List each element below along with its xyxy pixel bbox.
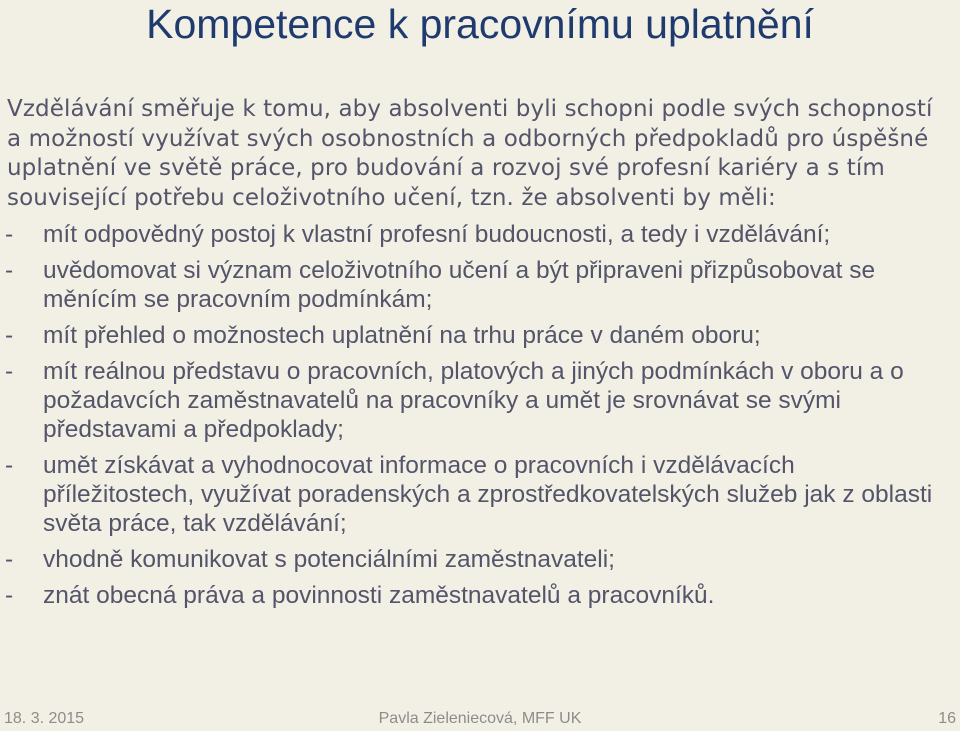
dash-marker: - (5, 452, 14, 479)
dash-marker: - (5, 358, 14, 385)
footer-author: Pavla Zieleniecová, MFF UK (378, 710, 582, 727)
dash-marker: - (5, 546, 14, 573)
list-item-text: umět získávat a vyhodnocovat informace o pracovních i vzdělávacích příležitostech, využívat poradenských a zprostředkovatelských služeb jak z oblasti světa práce, tak vzdělávání; (43, 452, 933, 537)
list-item (0, 220, 948, 249)
list-item-text: mít reálnou představu o pracovních, platových a jiných podmínkách v oboru a o požadavcích zaměstnavatelů na pracovníky a umět je srovnávat se svými představami a předpoklady; (43, 358, 904, 443)
list-item (0, 256, 948, 314)
list-item (0, 545, 948, 574)
dash-marker: - (5, 322, 14, 349)
footer-date: 18. 3. 2015 (4, 710, 85, 727)
list-item-text: vhodně komunikovat s potenciálními zaměstnavateli; (43, 546, 615, 573)
list-item (0, 357, 948, 444)
competence-list (0, 220, 950, 610)
list-item (0, 321, 948, 350)
list-item (0, 451, 948, 538)
slide-title: Kompetence k pracovnímu uplatnění (146, 1, 814, 47)
intro-paragraph: Vzdělávání směřuje k tomu, aby absolventi byli schopni podle svých schopností a možností využívat svých osobnostních a odborných předpokladů pro úspěšné uplatnění ve světě práce, pro budování a rozvoj své profesní kariéry a s tím související potřebu celoživotního učení, tzn. že absolventi by měli: (7, 96, 933, 211)
dash-marker: - (5, 257, 14, 284)
slide-content (0, 95, 950, 617)
list-item-text: uvědomovat si význam celoživotního učení a být připraveni přizpůsobovat se měnícím se pracovním podmínkám; (43, 257, 876, 313)
list-item-text: mít přehled o možnostech uplatnění na trhu práce v daném oboru; (43, 322, 761, 349)
dash-marker: - (5, 221, 14, 248)
list-item (0, 581, 948, 610)
footer-page-number: 16 (938, 710, 956, 727)
dash-marker: - (5, 582, 14, 609)
list-item-text: mít odpovědný postoj k vlastní profesní budoucnosti, a tedy i vzdělávání; (43, 221, 831, 248)
list-item-text: znát obecná práva a povinnosti zaměstnavatelů a pracovníků. (43, 582, 715, 609)
